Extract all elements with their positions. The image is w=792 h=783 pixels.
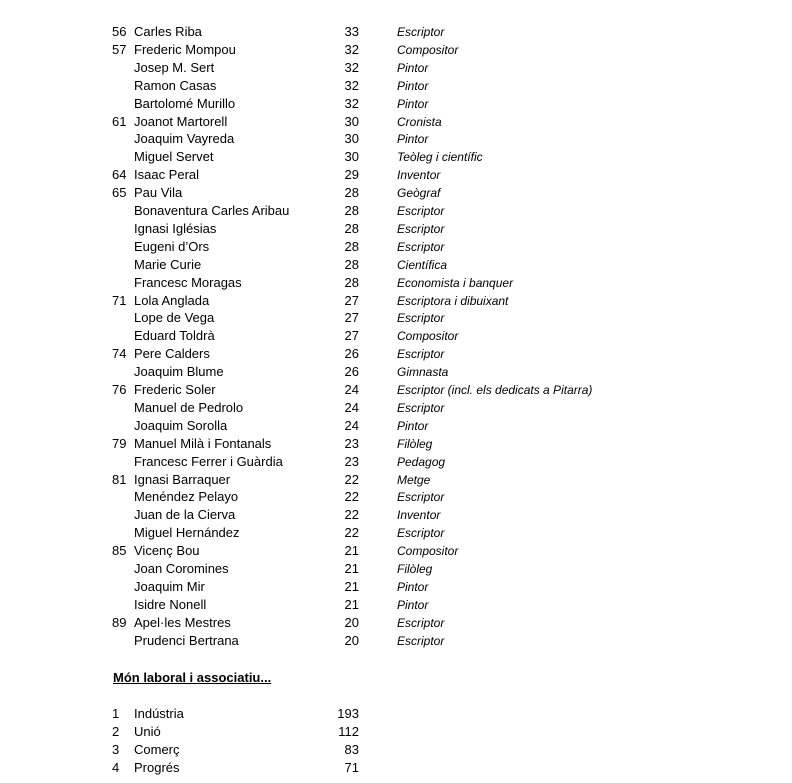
person-name: Juan de la Cierva	[134, 507, 236, 523]
association-name: Indústria	[134, 706, 184, 721]
mention-count: 28	[344, 256, 359, 272]
list-item	[0, 741, 792, 759]
person-name: Ignasi Barraquer	[134, 471, 231, 487]
mention-count: 32	[344, 95, 359, 111]
rank-number: 79	[112, 435, 127, 451]
section-heading: Món laboral i associatiu...	[113, 670, 272, 685]
list-item	[0, 59, 792, 77]
mention-count: 27	[344, 292, 359, 308]
profession: Compositor	[397, 329, 459, 344]
person-name: Isaac Peral	[134, 167, 200, 183]
list-item	[0, 113, 792, 131]
rank-number: 65	[112, 185, 127, 201]
person-name: Ignasi Iglésias	[134, 220, 217, 236]
person-name: Francesc Moragas	[134, 274, 242, 290]
rank-number: 56	[112, 24, 127, 39]
mention-count: 24	[344, 382, 359, 397]
list-item	[0, 542, 792, 560]
profession: Pintor	[397, 96, 429, 111]
list-item	[0, 202, 792, 220]
mention-count: 28	[344, 274, 359, 290]
profession: Metge	[397, 472, 431, 487]
rank-number: 89	[112, 614, 127, 630]
profession: Escriptor	[397, 239, 445, 254]
person-name: Joaquim Vayreda	[134, 131, 235, 147]
list-item	[0, 488, 792, 506]
list-item	[0, 345, 792, 363]
mention-count: 32	[344, 41, 359, 57]
association-name: Unió	[134, 723, 161, 739]
profession: Escriptor	[397, 400, 445, 415]
rank-number: 81	[112, 471, 127, 487]
list-item	[0, 453, 792, 471]
profession: Inventor	[397, 508, 441, 523]
mention-count: 27	[344, 310, 359, 326]
profession: Filòleg	[397, 436, 433, 451]
association-name: Comerç	[134, 741, 180, 757]
person-name: Lola Anglada	[134, 292, 210, 308]
person-name: Miguel Hernández	[134, 525, 240, 541]
rank-number: 85	[112, 543, 127, 559]
mention-count: 22	[344, 507, 359, 523]
list-item	[0, 596, 792, 614]
mention-count: 33	[344, 24, 359, 39]
mention-count: 22	[344, 489, 359, 505]
list-item	[0, 309, 792, 327]
list-item	[0, 274, 792, 292]
person-name: Eduard Toldrà	[134, 328, 215, 344]
mention-count: 26	[344, 364, 359, 380]
rank-number: 71	[112, 292, 127, 308]
profession: Compositor	[397, 42, 459, 57]
rank-number: 57	[112, 41, 127, 57]
list-item	[0, 381, 792, 399]
person-name: Joanot Martorell	[134, 113, 228, 129]
list-item	[0, 632, 792, 650]
mention-count: 27	[344, 328, 359, 344]
list-item	[0, 578, 792, 596]
mention-count: 23	[344, 453, 359, 469]
mention-count: 30	[344, 131, 359, 147]
rank-number: 74	[112, 346, 127, 362]
rank-number: 76	[112, 382, 127, 397]
profession: Escriptor	[397, 490, 445, 505]
profession: Escriptor	[397, 311, 445, 326]
mention-count: 24	[344, 399, 359, 415]
mention-count: 21	[344, 543, 359, 559]
list-item	[0, 95, 792, 113]
person-name: Pau Vila	[134, 185, 183, 201]
person-name: Joaquim Sorolla	[134, 417, 228, 433]
person-name: Josep M. Sert	[134, 59, 215, 75]
person-name: Apel·les Mestres	[134, 614, 231, 630]
list-item	[0, 614, 792, 632]
person-name: Frederic Soler	[134, 382, 216, 397]
mention-count: 193	[337, 706, 359, 721]
profession: Pintor	[397, 78, 429, 93]
mention-count: 22	[344, 525, 359, 541]
profession: Escriptor	[397, 526, 445, 541]
person-name: Manuel de Pedrolo	[134, 399, 244, 415]
profession: Pedagog	[397, 454, 446, 469]
person-name: Francesc Ferrer i Guàrdia	[134, 453, 283, 469]
person-name: Isidre Nonell	[134, 596, 207, 612]
profession: Escriptor	[397, 633, 445, 648]
person-name: Marie Curie	[134, 256, 202, 272]
rank-number: 64	[112, 167, 127, 183]
mention-count: 28	[344, 220, 359, 236]
profession: Científica	[397, 257, 448, 272]
list-item	[0, 238, 792, 256]
person-name: Frederic Mompou	[134, 41, 236, 57]
rank-number: 2	[112, 723, 120, 739]
mention-count: 28	[344, 203, 359, 218]
person-name: Manuel Milà i Fontanals	[134, 435, 272, 451]
profession: Escriptor	[397, 347, 445, 362]
list-item	[0, 41, 792, 59]
mention-count: 30	[344, 113, 359, 129]
profession: Compositor	[397, 544, 459, 559]
list-item	[0, 220, 792, 238]
mention-count: 71	[344, 759, 359, 775]
mention-count: 20	[344, 614, 359, 630]
mention-count: 20	[344, 632, 359, 648]
list-item	[0, 399, 792, 417]
profession: Pintor	[397, 60, 429, 75]
list-item	[0, 705, 792, 723]
list-item	[0, 256, 792, 274]
mention-count: 32	[344, 59, 359, 75]
person-name: Prudenci Bertrana	[134, 632, 239, 648]
profession: Pintor	[397, 597, 429, 612]
list-item	[0, 506, 792, 524]
person-name: Joaquim Mir	[134, 578, 205, 594]
profession: Pintor	[397, 579, 429, 594]
mention-count: 22	[344, 471, 359, 487]
mention-count: 26	[344, 346, 359, 362]
mention-count: 24	[344, 417, 359, 433]
mention-count: 21	[344, 561, 359, 576]
profession: Inventor	[397, 168, 441, 183]
person-name: Vicenç Bou	[134, 543, 200, 559]
person-name: Bartolomé Murillo	[134, 95, 236, 111]
rank-number: 61	[112, 113, 127, 129]
person-name: Joan Coromines	[134, 561, 229, 576]
mention-count: 21	[344, 578, 359, 594]
person-name: Bonaventura Carles Aribau	[134, 203, 290, 218]
list-item	[0, 723, 792, 741]
list-item	[0, 524, 792, 542]
mention-count: 32	[344, 77, 359, 93]
mention-count: 112	[338, 723, 359, 739]
person-name: Eugeni d’Ors	[134, 238, 210, 254]
association-name: Progrés	[134, 759, 180, 775]
profession: Escriptor (incl. els dedicats a Pitarra)	[397, 383, 593, 397]
profession: Teòleg i científic	[397, 150, 483, 165]
list-item	[0, 148, 792, 166]
profession: Cronista	[397, 114, 442, 129]
mention-count: 30	[344, 149, 359, 165]
list-item	[0, 471, 792, 489]
list-item	[0, 560, 792, 578]
mention-count: 83	[344, 741, 359, 757]
list-item	[0, 184, 792, 202]
mention-count: 28	[344, 238, 359, 254]
profession: Pintor	[397, 418, 429, 433]
person-name: Carles Riba	[134, 24, 202, 39]
person-name: Menéndez Pelayo	[134, 489, 239, 505]
profession: Economista i banquer	[397, 275, 514, 290]
profession: Filòleg	[397, 562, 433, 576]
rank-number: 3	[112, 741, 120, 757]
list-item	[0, 77, 792, 95]
profession: Pintor	[397, 132, 429, 147]
person-name: Ramon Casas	[134, 77, 217, 93]
list-item	[0, 435, 792, 453]
person-name: Miguel Servet	[134, 149, 214, 165]
list-item	[0, 327, 792, 345]
mention-count: 21	[344, 596, 359, 612]
person-name: Joaquim Blume	[134, 364, 224, 380]
mention-count: 28	[344, 185, 359, 201]
profession: Escriptor	[397, 204, 445, 218]
profession: Gimnasta	[397, 365, 449, 380]
list-item	[0, 363, 792, 381]
profession: Escriptor	[397, 25, 445, 39]
person-name: Pere Calders	[134, 346, 210, 362]
mention-count: 29	[344, 167, 359, 183]
profession: Geògraf	[397, 186, 441, 201]
rank-number: 4	[112, 759, 120, 775]
list-item	[0, 417, 792, 435]
profession: Escriptora i dibuixant	[397, 293, 509, 308]
person-name: Lope de Vega	[134, 310, 215, 326]
list-item	[0, 130, 792, 148]
list-item	[0, 759, 792, 777]
list-item	[0, 166, 792, 184]
mention-count: 23	[344, 435, 359, 451]
list-item	[0, 292, 792, 310]
rank-number: 1	[112, 706, 120, 721]
list-item	[0, 23, 792, 41]
profession: Escriptor	[397, 221, 445, 236]
profession: Escriptor	[397, 615, 445, 630]
